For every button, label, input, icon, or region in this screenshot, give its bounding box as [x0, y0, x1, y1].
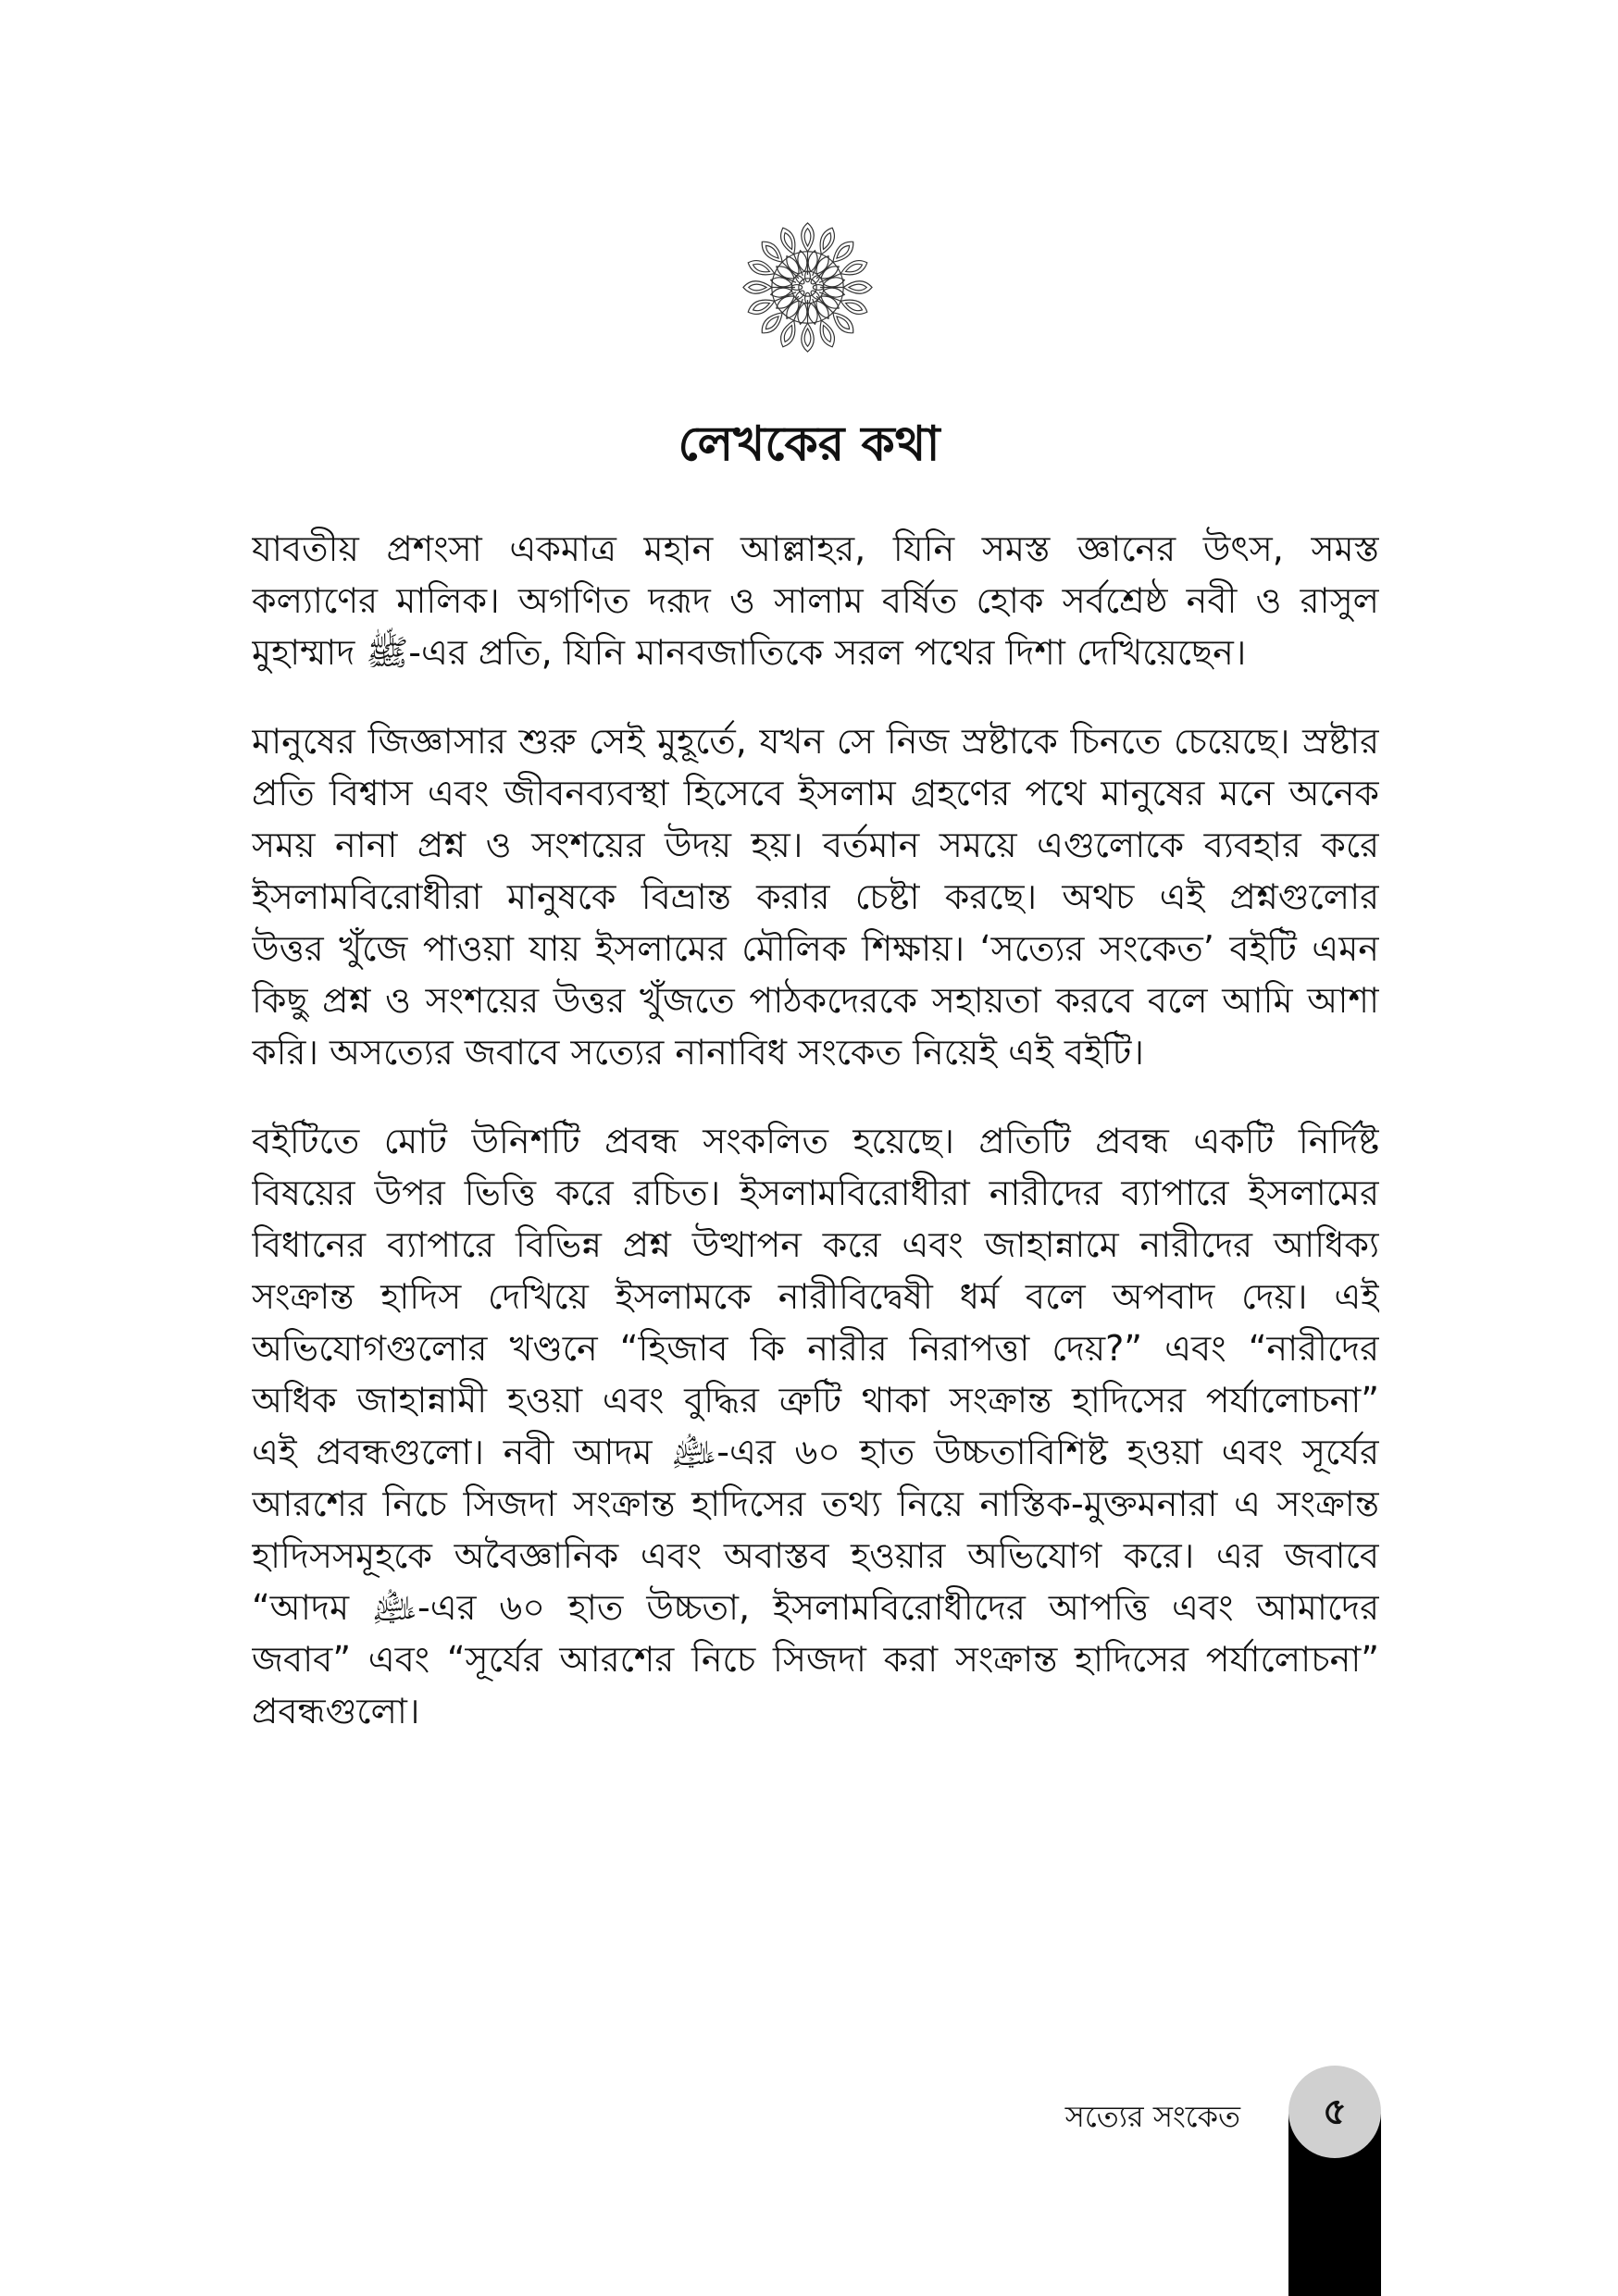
text-line: কিছু প্রশ্ন ও সংশয়ের উত্তর খুঁজতে পাঠকদেরকে সহায়তা করবে বলে আমি আশা — [252, 980, 1379, 1021]
page-number-badge: ৫ — [1288, 2066, 1381, 2158]
text-line: সংক্রান্ত হাদিস দেখিয়ে ইসলামকে নারীবিদ্বেষী ধর্ম বলে অপবাদ দেয়। এই — [252, 1276, 1379, 1317]
text-line: উত্তর খুঁজে পাওয়া যায় ইসলামের মৌলিক শিক্ষায়। ‘সত্যের সংকেত’ বইটি এমন — [252, 928, 1379, 969]
paragraph — [252, 715, 1379, 1078]
text-line: অভিযোগগুলোর খণ্ডনে “হিজাব কি নারীর নিরাপত্তা দেয়?” এবং “নারীদের — [252, 1328, 1379, 1369]
running-footer-book-title: সত্যের সংকেত — [1064, 2099, 1240, 2134]
text-line: মানুষের জিজ্ঞাসার শুরু সেই মুহূর্তে, যখন সে নিজ স্রষ্টাকে চিনতে চেয়েছে। স্রষ্টার — [252, 721, 1379, 762]
page-title: লেখকের কথা — [678, 416, 940, 472]
text-line: কল্যাণের মালিক। অগণিত দরূদ ও সালাম বর্ষিত হোক সর্বশ্রেষ্ঠ নবী ও রাসুল — [252, 580, 1379, 621]
paragraph — [252, 1115, 1379, 1737]
mandala-ornament-icon — [741, 220, 875, 354]
text-line: প্রবন্ধগুলো। — [252, 1691, 420, 1731]
text-line: “আদম ﵇-এর ৬০ হাত উচ্চতা, ইসলামবিরোধীদের আপত্তি এবং আমাদের — [252, 1587, 1379, 1628]
text-line: সময় নানা প্রশ্ন ও সংশয়ের উদয় হয়। বর্তমান সময়ে এগুলোকে ব্যবহার করে — [252, 825, 1379, 865]
text-line: এই প্রবন্ধগুলো। নবী আদম ﵇-এর ৬০ হাত উচ্চতাবিশিষ্ট হওয়া এবং সূর্যের — [252, 1432, 1379, 1472]
text-line: বিধানের ব্যাপারে বিভিন্ন প্রশ্ন উত্থাপন করে এবং জাহান্নামে নারীদের আধিক্য — [252, 1224, 1379, 1265]
text-line: জবাব” এবং “সূর্যের আরশের নিচে সিজদা করা সংক্রান্ত হাদিসের পর্যালোচনা” — [252, 1639, 1379, 1680]
text-line: অধিক জাহান্নামী হওয়া এবং বুদ্ধির ত্রুটি থাকা সংক্রান্ত হাদিসের পর্যালোচনা” — [252, 1380, 1379, 1421]
text-line: করি। অসত্যের জবাবে সত্যের নানাবিধ সংকেত নিয়েই এই বইটি। — [252, 1032, 1144, 1073]
text-line: প্রতি বিশ্বাস এবং জীবনব্যবস্থা হিসেবে ইসলাম গ্রহণের পথে মানুষের মনে অনেক — [252, 773, 1379, 813]
text-line: আরশের নিচে সিজদা সংক্রান্ত হাদিসের তথ্য নিয়ে নাস্তিক-মুক্তমনারা এ সংক্রান্ত — [252, 1483, 1379, 1524]
text-line: ইসলামবিরোধীরা মানুষকে বিভ্রান্ত করার চেষ্টা করছে। অথচ এই প্রশ্নগুলোর — [252, 876, 1379, 917]
text-line: বিষয়ের উপর ভিত্তি করে রচিত। ইসলামবিরোধীরা নারীদের ব্যাপারে ইসলামের — [252, 1173, 1379, 1213]
text-line: হাদিসসমূহকে অবৈজ্ঞানিক এবং অবাস্তব হওয়ার অভিযোগ করে। এর জবাবে — [252, 1535, 1379, 1576]
text-line: মুহাম্মাদ ﷺ-এর প্রতি, যিনি মানবজাতিকে সরল পথের দিশা দেখিয়েছেন। — [252, 632, 1247, 673]
text-line: যাবতীয় প্রশংসা একমাত্র মহান আল্লাহর, যিনি সমস্ত জ্ঞানের উৎস, সমস্ত — [252, 528, 1379, 569]
body-text — [252, 523, 1379, 1774]
text-line: বইটিতে মোট উনিশটি প্রবন্ধ সংকলিত হয়েছে। প্রতিটি প্রবন্ধ একটি নির্দিষ্ট — [252, 1121, 1379, 1161]
paragraph — [252, 523, 1379, 678]
